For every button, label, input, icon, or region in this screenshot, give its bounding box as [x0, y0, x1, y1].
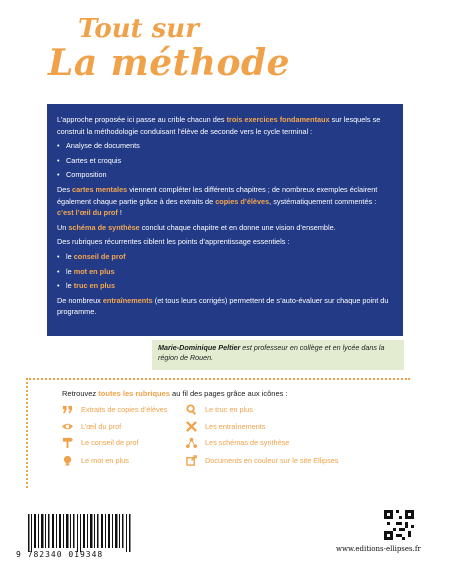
legend-item: Les schémas de synthèse — [186, 437, 289, 448]
qr-code — [384, 510, 414, 540]
barcode — [26, 514, 138, 552]
diagram-icon — [186, 437, 197, 448]
quote-icon — [62, 404, 73, 415]
isbn-number: 9 782340 019348 — [16, 550, 104, 559]
list-item: • Analyse de documents — [57, 140, 393, 152]
legend-item: Le conseil de prof — [62, 437, 139, 448]
highlight: schéma de synthèse — [68, 222, 140, 232]
dotted-border-left — [26, 378, 28, 488]
lightbulb-icon — [62, 455, 73, 466]
legend-item: L’œil du prof — [62, 421, 121, 432]
crossed-tools-icon — [186, 421, 197, 432]
paragraph-4: Des rubriques récurrentes ciblent les points d’apprentissage essentiels : — [57, 237, 290, 247]
highlight: c’est l’œil du prof — [57, 208, 118, 218]
list-item: • le truc en plus — [57, 280, 393, 292]
legend-item: Documents en couleur sur le site Ellipses — [186, 455, 338, 466]
signpost-icon — [62, 437, 73, 448]
legend-item: Extraits de copies d’élèves — [62, 404, 167, 415]
legend-item: Le mot en plus — [62, 455, 129, 466]
description-box — [47, 104, 403, 336]
highlight: entraînements — [102, 295, 153, 305]
author-box: Marie-Dominique Peltier est professeur en collège et en lycée dans la région de Rouen. — [152, 340, 404, 370]
publisher-url: www.editions-ellipses.fr — [336, 545, 421, 553]
paragraph-3: Un schéma de synthèse conclut chaque chapitre et en donne une vision d’ensemble. — [57, 222, 336, 232]
legend-item: Les entraînements — [186, 421, 265, 432]
list-item: • le mot en plus — [57, 266, 393, 278]
exercise-list — [57, 140, 393, 181]
list-item: • le conseil de prof — [57, 251, 393, 263]
list-item: • Composition — [57, 169, 393, 181]
magnifier-icon — [186, 404, 197, 415]
author-name: Marie-Dominique Peltier — [158, 343, 241, 352]
highlight: trois exercices fondamentaux — [226, 115, 330, 124]
paragraph-5: De nombreux entraînements (et tous leurs corrigés) permettent de s’auto-évaluer sur chaque point du programme. — [57, 295, 389, 317]
highlight: cartes mentales — [72, 184, 128, 194]
title-line-2: La méthode — [48, 42, 291, 84]
list-item: • Cartes et croquis — [57, 155, 393, 167]
legend-item: Le truc en plus — [186, 404, 253, 415]
highlight: toutes les rubriques — [98, 389, 170, 398]
legend-intro: Retrouvez toutes les rubriques au fil des pages grâce aux icônes : — [62, 389, 288, 398]
dotted-border-top — [26, 378, 410, 380]
rubric-list — [57, 251, 393, 292]
highlight: truc en plus — [73, 281, 116, 291]
eye-icon — [62, 421, 73, 432]
paragraph-1: L’approche proposée ici passe au crible chacun des trois exercices fondamentaux sur lesquels se construit la méthodologie conduisant l’élève de seconde vers le cycle terminal : — [57, 115, 381, 136]
highlight: conseil de prof — [73, 251, 126, 261]
highlight: mot en plus — [73, 266, 115, 276]
external-link-icon — [186, 455, 197, 466]
highlight: copies d’élèves — [215, 196, 270, 206]
title-line-1: Tout sur — [78, 14, 199, 44]
paragraph-2: Des cartes mentales viennent compléter les différents chapitres ; de nombreux exemples éclairent également chaque partie grâce à des extraits de copies d’élèves, systématiquement commentés : c’est l’œil du prof ! — [57, 184, 378, 218]
